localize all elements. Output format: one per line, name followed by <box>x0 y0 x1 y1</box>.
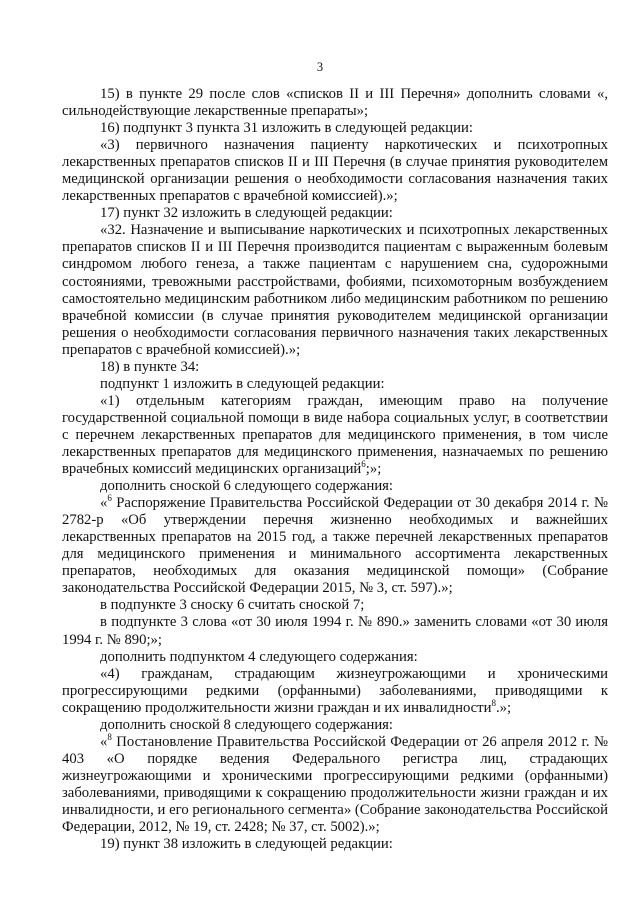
footnote-mark-8-def: 8 <box>107 731 112 742</box>
footnote-mark-6: 6 <box>361 459 366 470</box>
footnote-mark-6-def: 6 <box>107 493 112 504</box>
paragraph-subpoint-1: «1) отдельным категориям граждан, имеющим право на получение государственной социальной помощи в виде набора социальных услуг, в соответствии с перечнем лекарственных препаратов для медицинского применения, в том числе лекарственных препаратов для медицинского применения, назначаемых по решению врачебных комиссий медицинских организаций$^6$;»; <box>62 392 608 478</box>
paragraph-item-18: 18) в пункте 34: <box>100 358 200 375</box>
paragraph-item-17: 17) пункт 32 изложить в следующей редакции: <box>100 205 393 222</box>
paragraph-subpoint-3-words: в подпункте 3 слова «от 30 июля 1994 г. № 890.» заменить словами «от 30 июля 1994 г. № 890;»; <box>62 614 608 648</box>
page-number: 3 <box>316 60 324 74</box>
paragraph-footnote-8: «$^8$ Постановление Правительства Российской Федерации от 26 апреля 2012 г. № 403 «О порядке ведения Федерального регистра лиц, страдающих жизнеугрожающими и хроническими прогрессирующими редкими (орфанными) заболеваниями, приводящими к сокращению продолжительности жизни граждан и их инвалидности, и его регионального сегмента» (Собрание законодательства Российской Федерации, 2012, № 19, ст. 2428; № 37, ст. 5002).»; <box>62 731 608 836</box>
paragraph-footnote-6: «$^6$ Распоряжение Правительства Российской Федерации от 30 декабря 2014 г. № 2782-р «Об утверждении перечня жизненно необходимых и важнейших лекарственных препаратов на 2015 год, а также перечней лекарственных препаратов для медицинского применения и минимального ассортимента лекарственных препаратов, необходимых для оказания медицинской помощи» (Собрание законодательства Российской Федерации 2015, № 3, ст. 597).»; <box>62 493 608 597</box>
footnote-mark-8: 8 <box>491 697 496 708</box>
paragraph-subpoint-4-intro: дополнить подпунктом 4 следующего содержания: <box>100 648 418 665</box>
paragraph-footnote-renumber: в подпункте 3 сноску 6 считать сноской 7; <box>100 597 365 614</box>
paragraph-subpoint-3: «3) первичного назначения пациенту наркотических и психотропных лекарственных препаратов списков II и III Перечня (в случае принятия руководителем медицинской организации решения о необходимости согласования назначения таких лекарственных препаратов с врачебной комиссией).»; <box>62 137 608 205</box>
paragraph-item-19: 19) пункт 38 изложить в следующей редакции: <box>100 836 393 853</box>
paragraph-footnote-6-intro: дополнить сноской 6 следующего содержания: <box>100 478 394 495</box>
paragraph-footnote-8-intro: дополнить сноской 8 следующего содержания: <box>100 716 394 733</box>
paragraph-item-15: 15) в пункте 29 после слов «списков II и III Перечня» дополнить словами «, сильнодействующие лекарственные препараты»; <box>62 86 608 120</box>
paragraph-subpoint-4: «4) гражданам, страдающим жизнеугрожающими и хроническими прогрессирующими редкими (орфанными) заболеваниями, приводящими к сокращению продолжительности жизни граждан и их инвалидности$^8$.»; <box>62 665 608 716</box>
paragraph-subpoint-1-intro: подпункт 1 изложить в следующей редакции: <box>100 375 385 392</box>
paragraph-point-32: «32. Назначение и выписывание наркотических и психотропных лекарственных препаратов списков II и III Перечня производится пациентам с выраженным болевым синдромом любого генеза, а также пациентам с нарушением сна, судорожными состояниями, тревожными расстройствами, фобиями, психомоторным возбуждением самостоятельно медицинским работником либо медицинским работником по решению врачебной комиссии (в случае принятия руководителем медицинской организации решения о необходимости согласования первичного назначения таких лекарственных препаратов с врачебной комиссией).»; <box>62 222 608 358</box>
document-body <box>62 86 608 853</box>
paragraph-item-16: 16) подпункт 3 пункта 31 изложить в следующей редакции: <box>100 120 473 137</box>
